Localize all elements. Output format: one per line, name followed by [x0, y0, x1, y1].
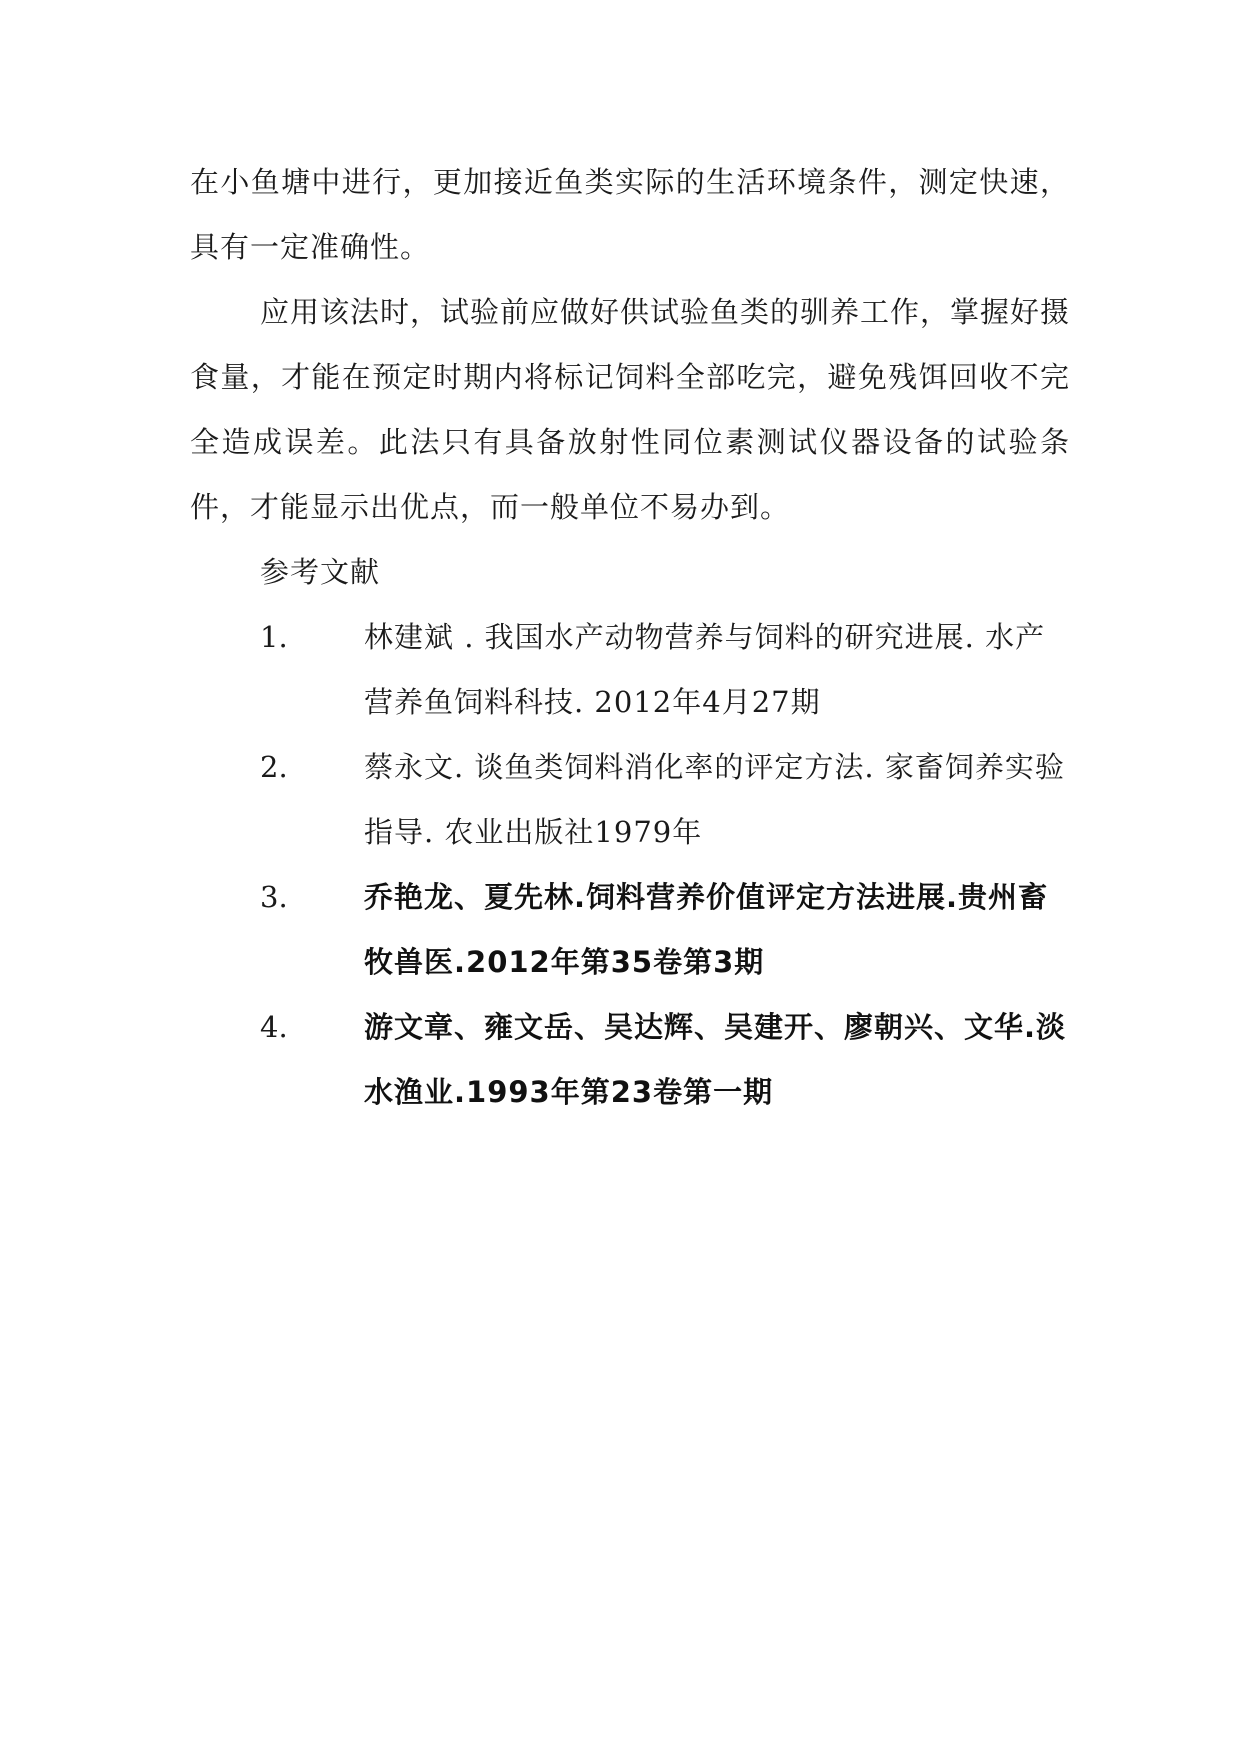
reference-number: 1. — [260, 620, 288, 654]
body-paragraph-1: 在小鱼塘中进行，更加接近鱼类实际的生活环境条件，测定快速，具有一定准确性。 — [190, 165, 1070, 264]
reference-item-1 — [190, 605, 1070, 735]
reference-text: 林建斌 . 我国水产动物营养与饲料的研究进展. 水产营养鱼饲料科技. 2012年4月27期 — [364, 620, 1046, 719]
reference-item-2 — [190, 735, 1070, 865]
reference-list — [190, 605, 1070, 1125]
reference-item-3 — [190, 865, 1070, 995]
document-body — [190, 150, 1070, 1125]
reference-number: 4. — [260, 1010, 288, 1044]
reference-item-4 — [190, 995, 1070, 1125]
body-paragraph-2: 应用该法时，试验前应做好供试验鱼类的驯养工作，掌握好摄食量，才能在预定时期内将标记饲料全部吃完，避免残饵回收不完全造成误差。此法只有具备放射性同位素测试仪器设备的试验条件，才能显示出优点，而一般单位不易办到。 — [190, 295, 1071, 524]
reference-text: 游文章、雍文岳、吴达辉、吴建开、廖朝兴、文华.淡水渔业.1993年第23卷第一期 — [364, 1010, 1067, 1109]
reference-text: 蔡永文. 谈鱼类饲料消化率的评定方法. 家畜饲养实验指导. 农业出版社1979年 — [364, 750, 1065, 849]
references-heading: 参考文献 — [260, 555, 381, 589]
reference-number: 2. — [260, 750, 288, 784]
reference-number: 3. — [260, 880, 288, 914]
reference-text: 乔艳龙、夏先林.饲料营养价值评定方法进展.贵州畜牧兽医.2012年第35卷第3期 — [364, 880, 1049, 979]
